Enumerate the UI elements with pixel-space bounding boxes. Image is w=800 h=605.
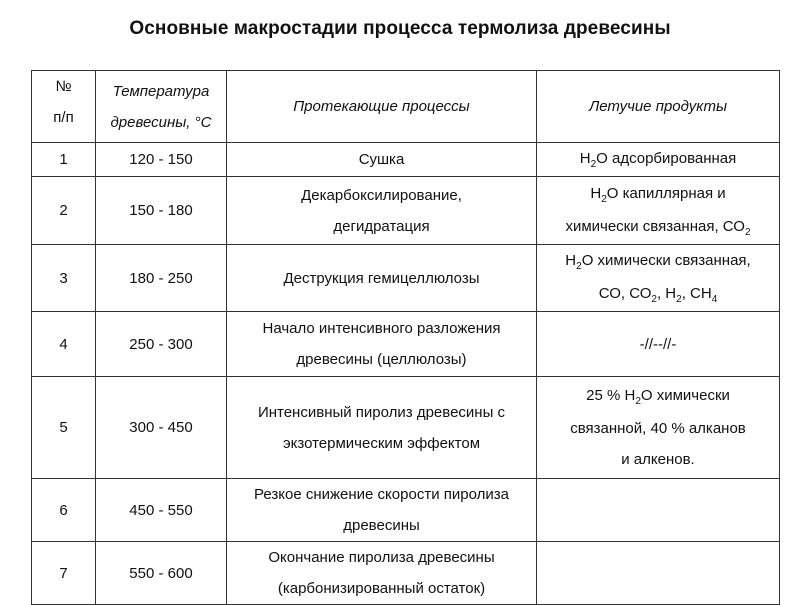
header-volatile-products: Летучие продукты <box>537 71 780 143</box>
row-process: Резкое снижение скорости пиролиза древесины <box>227 479 537 542</box>
row-temperature: 180 - 250 <box>96 245 227 312</box>
row-process: Начало интенсивного разложения древесины (целлюлозы) <box>227 312 537 377</box>
table-row <box>32 479 780 542</box>
table-row <box>32 143 780 177</box>
row-number: 5 <box>32 377 96 479</box>
row-process: Декарбоксилирование, дегидратация <box>227 177 537 245</box>
header-number-abbr: п/п <box>53 109 74 126</box>
row-number: 6 <box>32 479 96 542</box>
row-process: Интенсивный пиролиз древесины с экзотермическим эффектом <box>227 377 537 479</box>
row-temperature: 550 - 600 <box>96 542 227 605</box>
row-number: 2 <box>32 177 96 245</box>
row-number: 7 <box>32 542 96 605</box>
row-process: Сушка <box>227 143 537 177</box>
row-products <box>537 542 780 605</box>
row-temperature: 120 - 150 <box>96 143 227 177</box>
row-number: 1 <box>32 143 96 177</box>
row-products: -//--//- <box>537 312 780 377</box>
row-temperature: 250 - 300 <box>96 312 227 377</box>
header-number <box>32 71 96 143</box>
table-row <box>32 177 780 245</box>
page-title: Основные макростадии процесса термолиза древесины <box>129 18 671 39</box>
row-temperature: 150 - 180 <box>96 177 227 245</box>
table-row <box>32 542 780 605</box>
header-temperature: Температура древесины, °С <box>96 71 227 143</box>
row-products: $Н_2О$ капиллярная и химически связанная, $СО_2$ <box>537 177 780 245</box>
table-row <box>32 377 780 479</box>
header-number-symbol: № <box>55 78 72 95</box>
table-header-row <box>32 71 780 143</box>
row-number: 3 <box>32 245 96 312</box>
row-temperature: 300 - 450 <box>96 377 227 479</box>
row-products <box>537 479 780 542</box>
thermolysis-stages-table <box>31 70 780 605</box>
row-temperature: 450 - 550 <box>96 479 227 542</box>
row-number: 4 <box>32 312 96 377</box>
row-products: $Н_2О$ адсорбированная <box>537 143 780 177</box>
table-row <box>32 312 780 377</box>
row-process: Деструкция гемицеллюлозы <box>227 245 537 312</box>
table-row <box>32 245 780 312</box>
row-products: $Н_2О$ химически связанная, СО, $СО_2$, $Н_2$, $СН_4$ <box>537 245 780 312</box>
header-processes: Протекающие процессы <box>227 71 537 143</box>
row-products: 25 % $Н_2О$ химически связанной, 40 % алканов и алкенов. <box>537 377 780 479</box>
row-process: Окончание пиролиза древесины (карбонизированный остаток) <box>227 542 537 605</box>
